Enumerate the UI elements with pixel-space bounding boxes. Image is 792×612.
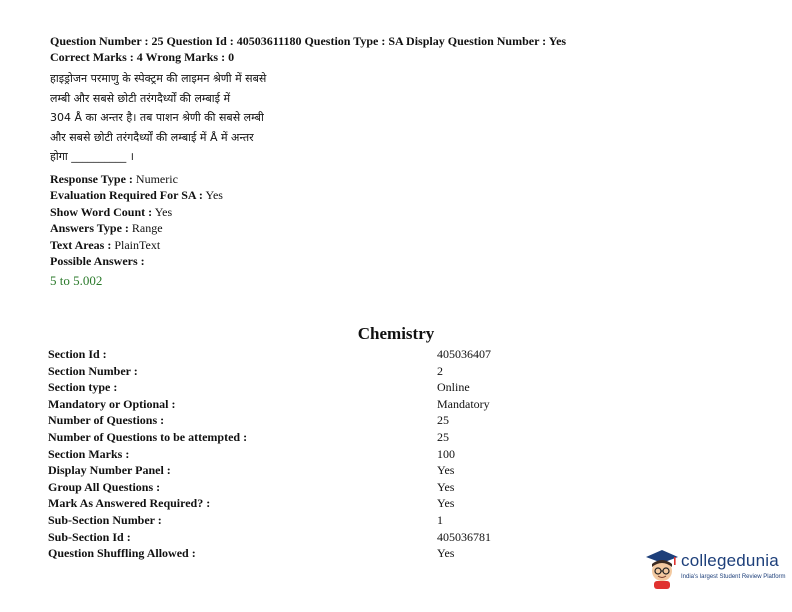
section-key: Sub-Section Id : xyxy=(48,529,131,544)
question-text-line: 304 Å का अन्तर है। तब पाशन श्रेणी की सबसे लम्बी xyxy=(50,111,264,124)
section-key: Sub-Section Number : xyxy=(48,512,162,527)
section-key: Section type : xyxy=(48,380,118,395)
section-info-table xyxy=(48,346,608,562)
question-text-line: होगा __________ । xyxy=(50,150,134,163)
logo-wordmark: collegedunia xyxy=(681,551,779,570)
section-row xyxy=(48,429,608,446)
question-text-line: और सबसे छोटी तरंगदैर्ध्यों की लम्बाई में Å में अन्तर xyxy=(50,130,254,144)
section-key: Number of Questions : xyxy=(48,413,165,428)
section-row xyxy=(48,495,608,512)
meta-row xyxy=(50,204,750,221)
question-block xyxy=(50,33,750,289)
section-title: Chemistry xyxy=(357,324,435,343)
meta-key: Possible Answers : xyxy=(50,254,145,268)
meta-value: PlainText xyxy=(114,237,161,252)
section-value: 405036781 xyxy=(437,529,491,544)
section-key: Number of Questions to be attempted : xyxy=(48,429,248,444)
section-value: Mandatory xyxy=(437,396,490,411)
section-row xyxy=(48,479,608,496)
meta-key: Answers Type : xyxy=(50,221,129,235)
meta-key: Evaluation Required For SA : xyxy=(50,188,203,202)
question-marks: Correct Marks : 4 Wrong Marks : 0 xyxy=(50,50,235,64)
section-value: Yes xyxy=(437,546,455,561)
question-text-line: लम्बी और सबसे छोटी तरंगदैर्ध्यों की लम्बाई में xyxy=(50,91,231,105)
section-key: Display Number Panel : xyxy=(48,463,171,478)
section-row xyxy=(48,446,608,463)
section-key: Section Number : xyxy=(48,363,138,378)
section-row xyxy=(48,545,608,562)
section-value: 25 xyxy=(437,413,449,428)
meta-row xyxy=(50,171,750,188)
section-row xyxy=(48,396,608,413)
meta-value: Range xyxy=(131,221,163,235)
meta-key: Response Type : xyxy=(50,171,133,186)
section-key: Question Shuffling Allowed : xyxy=(48,546,196,561)
section-key: Group All Questions : xyxy=(48,479,161,494)
section-row xyxy=(48,412,608,429)
logo-tagline: India's largest Student Review Platform xyxy=(681,574,786,580)
section-row xyxy=(48,363,608,380)
section-value: Yes xyxy=(437,496,455,511)
section-value: 405036407 xyxy=(437,347,491,361)
meta-key: Show Word Count : xyxy=(50,204,153,219)
possible-answer: 5 to 5.002 xyxy=(50,272,103,288)
section-row xyxy=(48,346,608,363)
section-value: Online xyxy=(437,380,470,395)
section-value: 25 xyxy=(437,429,449,444)
meta-key: Text Areas : xyxy=(50,237,112,252)
section-value: 100 xyxy=(437,446,455,461)
section-value: 2 xyxy=(437,363,443,378)
section-key: Section Marks : xyxy=(48,446,130,461)
collegedunia-logo xyxy=(645,548,787,592)
section-row xyxy=(48,512,608,529)
meta-row xyxy=(50,187,750,204)
section-row xyxy=(48,529,608,546)
section-value: Yes xyxy=(437,479,455,494)
question-text-line: हाइड्रोजन परमाणु के स्पेक्ट्रम की लाइमन श्रेणी में सबसे xyxy=(50,72,267,85)
section-row xyxy=(48,379,608,396)
meta-value: Yes xyxy=(154,204,173,219)
meta-value: Yes xyxy=(205,188,223,202)
question-text xyxy=(50,69,300,167)
meta-row xyxy=(50,237,750,254)
meta-value: Numeric xyxy=(135,171,178,186)
section-key: Section Id : xyxy=(48,347,107,361)
section-value: Yes xyxy=(437,463,455,478)
meta-row xyxy=(50,253,750,270)
meta-row xyxy=(50,220,750,237)
section-row xyxy=(48,462,608,479)
section-value: 1 xyxy=(437,512,443,527)
section-key: Mark As Answered Required? : xyxy=(48,496,211,511)
question-header: Question Number : 25 Question Id : 40503611180 Question Type : SA Display Question Number : Yes xyxy=(50,34,567,48)
question-meta xyxy=(50,171,750,270)
section-key: Mandatory or Optional : xyxy=(48,396,176,411)
graduate-mascot-icon xyxy=(645,548,679,590)
